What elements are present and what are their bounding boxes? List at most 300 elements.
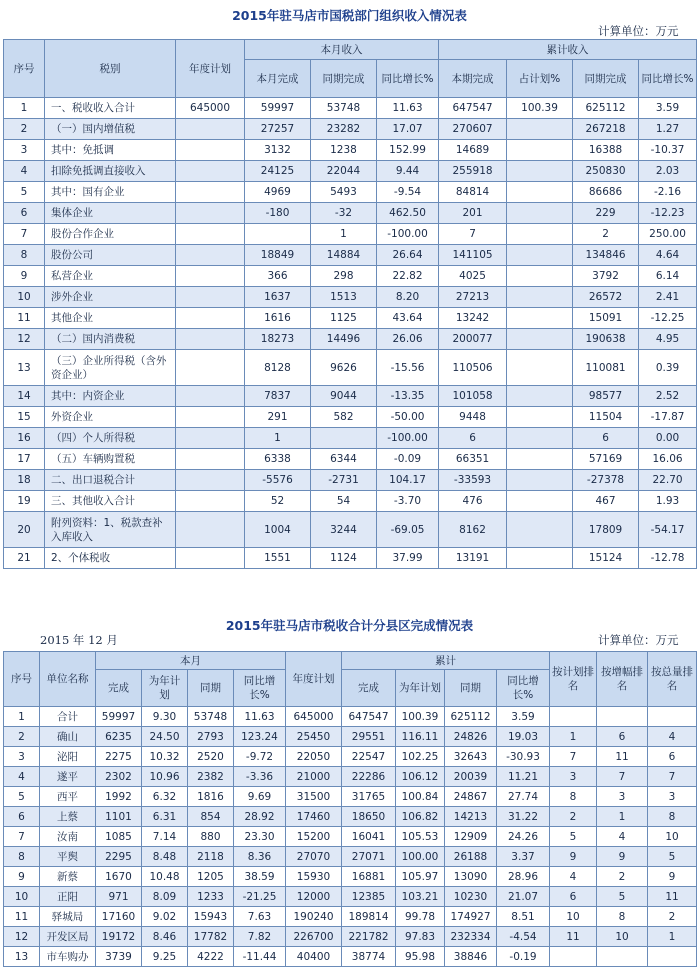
header2-done: 完成 [96,670,142,707]
row-value: 23.30 [234,827,286,847]
row-value: 97.83 [396,927,445,947]
row-value: 6.31 [142,807,188,827]
row-value: 11 [597,747,648,767]
row-seq: 1 [4,707,40,727]
row-value: 200077 [439,329,507,350]
table-row [4,907,697,927]
row-value: 467 [573,491,639,512]
row-value: -11.44 [234,947,286,967]
row-value: 1101 [96,807,142,827]
row-value: 9.44 [377,161,439,182]
row-value: 21000 [286,767,342,787]
row-value: 10230 [445,887,497,907]
row-value [507,203,573,224]
row-value [507,350,573,386]
row-value: 14213 [445,807,497,827]
row-value: 8.46 [142,927,188,947]
row-value: 2275 [96,747,142,767]
row-seq: 4 [4,767,40,787]
row-value: 9.30 [142,707,188,727]
row-value: -0.09 [377,449,439,470]
row-item-label: 二、出口退税合计 [45,470,176,491]
row-value: 6344 [311,449,377,470]
row-value: 27257 [245,119,311,140]
row-value: 27071 [342,847,396,867]
row-value [176,491,245,512]
row-value [176,548,245,569]
tax-income-table [3,39,697,569]
row-value: 1 [597,807,648,827]
row-value: 2 [648,907,697,927]
table-row [4,787,697,807]
table-row [4,224,697,245]
row-value: 18273 [245,329,311,350]
table-row [4,727,697,747]
row-value: 4222 [188,947,234,967]
row-value: 3792 [573,266,639,287]
row-value: 7 [597,767,648,787]
row-value: 12000 [286,887,342,907]
row-value: 14884 [311,245,377,266]
row-value: 22.82 [377,266,439,287]
row-value: 8.51 [497,907,550,927]
row-value [597,947,648,967]
row-value: 1513 [311,287,377,308]
header2-same-period: 同期 [188,670,234,707]
row-value: 10 [597,927,648,947]
header2-pct-year-plan: 为年计划 [142,670,188,707]
row-value: -9.54 [377,182,439,203]
row-value: 17460 [286,807,342,827]
header-month-income: 本月收入 [245,40,439,60]
row-value: 267218 [573,119,639,140]
row-value: 4 [597,827,648,847]
row-value: 1816 [188,787,234,807]
row-item-label: （二）国内消费税 [45,329,176,350]
row-value: 2295 [96,847,142,867]
row-value: 6 [550,887,597,907]
row-value [176,140,245,161]
row-value: 110081 [573,350,639,386]
table-row [4,548,697,569]
row-unit-name: 遂平 [40,767,96,787]
row-value: 2 [550,807,597,827]
row-value: 100.39 [507,98,573,119]
header2-done2: 完成 [342,670,396,707]
row-value: -12.78 [639,548,697,569]
row-value: 3.37 [497,847,550,867]
row-value: 22286 [342,767,396,787]
row-value: 16388 [573,140,639,161]
row-seq: 17 [4,449,45,470]
row-unit-name: 驿城局 [40,907,96,927]
row-value [507,245,573,266]
table1-title: 2015年驻马店市国税部门组织收入情况表 [232,8,467,23]
row-value [550,707,597,727]
row-value [507,308,573,329]
row-value: 25450 [286,727,342,747]
row-value: 23282 [311,119,377,140]
row-seq: 8 [4,847,40,867]
row-value: 59997 [245,98,311,119]
row-value: -100.00 [377,428,439,449]
row-value: 8162 [439,512,507,548]
table1-unit: 计算单位：万元 [598,24,679,38]
row-value: 13242 [439,308,507,329]
row-value: 1 [550,727,597,747]
row-unit-name: 泌阳 [40,747,96,767]
row-seq: 11 [4,907,40,927]
row-value: 15930 [286,867,342,887]
row-value: 854 [188,807,234,827]
row-value: 57169 [573,449,639,470]
row-seq: 8 [4,245,45,266]
row-value [507,548,573,569]
row-value: 22547 [342,747,396,767]
table-row [4,847,697,867]
header-cumulative-income: 累计收入 [439,40,697,60]
row-value: 3244 [311,512,377,548]
row-value [507,182,573,203]
row-item-label: （五）车辆购置税 [45,449,176,470]
row-value: 53748 [311,98,377,119]
row-value: 232334 [445,927,497,947]
county-completion-rows [4,707,697,967]
row-seq: 2 [4,727,40,747]
row-value: 32643 [445,747,497,767]
row-value: 52 [245,491,311,512]
row-value: 9.25 [142,947,188,967]
row-value [507,266,573,287]
row-unit-name: 市车购办 [40,947,96,967]
row-value [507,329,573,350]
row-value: -9.72 [234,747,286,767]
row-value: 13090 [445,867,497,887]
table-row [4,807,697,827]
row-value: 99.78 [396,907,445,927]
row-value: -21.25 [234,887,286,907]
row-value [507,140,573,161]
row-value: 3 [648,787,697,807]
row-item-label: 股份公司 [45,245,176,266]
row-item-label: （三）企业所得税（含外资企业） [45,350,176,386]
row-value: 645000 [176,98,245,119]
row-value: 2382 [188,767,234,787]
row-seq: 5 [4,787,40,807]
header2-cumulative: 累计 [342,652,550,670]
row-value: 20039 [445,767,497,787]
row-value: 22.70 [639,470,697,491]
row-seq: 4 [4,161,45,182]
row-value: 11504 [573,407,639,428]
row-value: 16881 [342,867,396,887]
row-value: 189814 [342,907,396,927]
header-period-done: 本期完成 [439,60,507,98]
row-value: 11 [550,927,597,947]
row-value: 53748 [188,707,234,727]
row-seq: 19 [4,491,45,512]
row-item-label: 2、个体税收 [45,548,176,569]
row-seq: 3 [4,747,40,767]
table-row [4,887,697,907]
row-value: 6 [597,727,648,747]
row-value [176,203,245,224]
row-value: 5 [597,887,648,907]
row-value: 102.25 [396,747,445,767]
row-value: 190638 [573,329,639,350]
row-value [176,428,245,449]
row-value: 7.82 [234,927,286,947]
row-value: 2.41 [639,287,697,308]
table-row [4,161,697,182]
row-value: 1124 [311,548,377,569]
row-value: 54 [311,491,377,512]
row-value: 14496 [311,329,377,350]
row-value: 1233 [188,887,234,907]
row-value: 7 [550,747,597,767]
table-row [4,182,697,203]
row-value: 8.09 [142,887,188,907]
row-value [550,947,597,967]
row-value: 100.00 [396,847,445,867]
row-seq: 20 [4,512,45,548]
row-value: 9044 [311,386,377,407]
header2-rank-plan: 按计划排名 [550,652,597,707]
table-row [4,407,697,428]
row-item-label: 其中：免抵调 [45,140,176,161]
row-value: 7837 [245,386,311,407]
row-seq: 11 [4,308,45,329]
row-value: 0.00 [639,428,697,449]
row-value: -50.00 [377,407,439,428]
row-seq: 21 [4,548,45,569]
row-value [176,470,245,491]
row-value [507,512,573,548]
row-value: 12909 [445,827,497,847]
row-value [176,224,245,245]
row-value: 880 [188,827,234,847]
row-value: 1992 [96,787,142,807]
row-seq: 6 [4,807,40,827]
row-seq: 10 [4,887,40,907]
row-value: 105.97 [396,867,445,887]
row-item-label: 三、其他收入合计 [45,491,176,512]
header2-annual-plan: 年度计划 [286,652,342,707]
row-item-label: 其他企业 [45,308,176,329]
row-item-label: 集体企业 [45,203,176,224]
row-value [311,428,377,449]
row-value: 625112 [445,707,497,727]
row-value: -13.35 [377,386,439,407]
row-value: 5 [648,847,697,867]
row-value: 647547 [342,707,396,727]
row-value: 221782 [342,927,396,947]
row-value: -100.00 [377,224,439,245]
row-value: 10.32 [142,747,188,767]
row-value: 100.84 [396,787,445,807]
row-value: 66351 [439,449,507,470]
row-value: 3739 [96,947,142,967]
row-value: 1085 [96,827,142,847]
header-yoy2: 同比增长% [639,60,697,98]
table-row [4,927,697,947]
row-value: 12385 [342,887,396,907]
row-seq: 5 [4,182,45,203]
row-value: 3.59 [639,98,697,119]
header2-same-period2: 同期 [445,670,497,707]
row-value: 6.14 [639,266,697,287]
row-value: -30.93 [497,747,550,767]
row-value: 9 [648,867,697,887]
table-row [4,350,697,386]
row-value: 0.39 [639,350,697,386]
row-seq: 7 [4,827,40,847]
row-value: 10 [648,827,697,847]
row-value: 8 [550,787,597,807]
row-value: 229 [573,203,639,224]
table-row [4,867,697,887]
row-value [176,407,245,428]
row-value: 59997 [96,707,142,727]
row-value: 103.21 [396,887,445,907]
row-value: 110506 [439,350,507,386]
row-value [176,161,245,182]
row-value: 5 [550,827,597,847]
row-value [176,182,245,203]
row-seq: 2 [4,119,45,140]
row-value: 40400 [286,947,342,967]
row-value: 625112 [573,98,639,119]
table-row [4,245,697,266]
row-seq: 13 [4,350,45,386]
row-value: 17809 [573,512,639,548]
row-value: -0.19 [497,947,550,967]
header2-seq: 序号 [4,652,40,707]
row-value: -3.36 [234,767,286,787]
row-value: 4 [550,867,597,887]
row-unit-name: 开发区局 [40,927,96,947]
row-value: 31765 [342,787,396,807]
header2-yoy2: 同比增长% [497,670,550,707]
row-unit-name: 西平 [40,787,96,807]
row-value: 16041 [342,827,396,847]
row-value: 7.14 [142,827,188,847]
row-value: 201 [439,203,507,224]
row-item-label: 私营企业 [45,266,176,287]
row-value: 106.12 [396,767,445,787]
row-value: 13191 [439,548,507,569]
row-value: 582 [311,407,377,428]
row-value: 645000 [286,707,342,727]
row-value: 255918 [439,161,507,182]
row-value: 226700 [286,927,342,947]
table-row [4,747,697,767]
table2-date: 2015 年 12 月 [40,633,118,647]
row-value [597,707,648,727]
row-value: 101058 [439,386,507,407]
row-value: 28.96 [497,867,550,887]
row-value: 2.52 [639,386,697,407]
row-value: 250830 [573,161,639,182]
county-completion-table [3,651,697,967]
row-value: 10.48 [142,867,188,887]
header-month-done: 本月完成 [245,60,311,98]
row-seq: 9 [4,266,45,287]
row-value: -12.23 [639,203,697,224]
header2-rank-total: 按总量排名 [648,652,697,707]
row-value: 116.11 [396,727,445,747]
row-value: 1670 [96,867,142,887]
row-value: 6 [573,428,639,449]
row-value: -27378 [573,470,639,491]
header-same-period: 同期完成 [573,60,639,98]
row-value: 1 [311,224,377,245]
row-value: 24.50 [142,727,188,747]
row-value: -180 [245,203,311,224]
header2-yoy: 同比增长% [234,670,286,707]
row-value [176,329,245,350]
row-value: -15.56 [377,350,439,386]
row-seq: 9 [4,867,40,887]
row-value: 106.82 [396,807,445,827]
table-row [4,428,697,449]
row-value [648,707,697,727]
row-value: 31.22 [497,807,550,827]
row-value: 4969 [245,182,311,203]
table-row [4,947,697,967]
table-row [4,266,697,287]
row-value [507,428,573,449]
row-seq: 15 [4,407,45,428]
row-value: -2731 [311,470,377,491]
row-value: 8.48 [142,847,188,867]
row-value: 3 [597,787,648,807]
row-value: 1616 [245,308,311,329]
row-value: -54.17 [639,512,697,548]
row-value: 6 [439,428,507,449]
row-value: 1.27 [639,119,697,140]
row-item-label: 其中：内资企业 [45,386,176,407]
row-seq: 13 [4,947,40,967]
row-value: 11.63 [377,98,439,119]
row-value: 98577 [573,386,639,407]
row-value: 24867 [445,787,497,807]
row-value: 11 [648,887,697,907]
row-value: 152.99 [377,140,439,161]
row-value: 4.64 [639,245,697,266]
row-value [507,491,573,512]
row-value: 38846 [445,947,497,967]
row-value: 27070 [286,847,342,867]
row-unit-name: 确山 [40,727,96,747]
row-seq: 3 [4,140,45,161]
row-item-label: 外资企业 [45,407,176,428]
row-value: 17782 [188,927,234,947]
row-value: 8 [597,907,648,927]
row-value: 10 [550,907,597,927]
row-value: 8 [648,807,697,827]
row-value [507,449,573,470]
row-value: 9448 [439,407,507,428]
table2-title: 2015年驻马店市税收合计分县区完成情况表 [225,618,474,633]
row-value: -17.87 [639,407,697,428]
row-value [176,512,245,548]
row-seq: 7 [4,224,45,245]
row-value: 11.21 [497,767,550,787]
row-value: 8.36 [234,847,286,867]
row-value [507,386,573,407]
row-value [176,350,245,386]
